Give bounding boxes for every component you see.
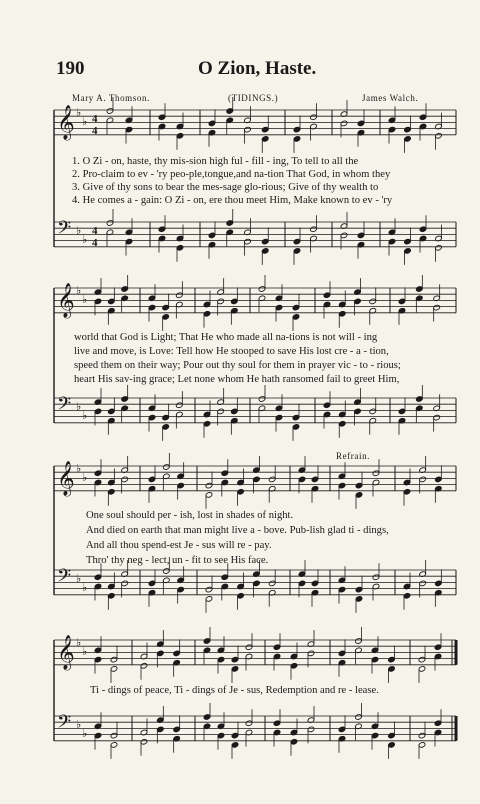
flat-icon: ♭ [76, 719, 82, 731]
flat-icon: ♭ [82, 234, 88, 246]
lyric-line: 3. Give of thy sons to bear the mes-sage glo-rious; Give of thy wealth to [72, 182, 379, 193]
lyric-line: And died on earth that man might live a - bove. Pub-lish glad ti - dings, [86, 525, 389, 536]
flat-icon: ♭ [76, 401, 82, 413]
flat-icon: ♭ [76, 463, 82, 475]
flat-icon: ♭ [82, 472, 88, 484]
flat-icon: ♭ [82, 646, 88, 658]
time-signature: 4 [92, 113, 98, 125]
treble-clef-icon: 𝄞 [57, 635, 75, 670]
flat-icon: ♭ [76, 637, 82, 649]
tune-name: (TIDINGS.) [228, 93, 279, 103]
lyric-line: 4. He comes a - gain: O Zi - on, ere thou meet Him, Make known to ev - 'ry [72, 195, 393, 206]
refrain-label: Refrain. [336, 451, 371, 461]
hymn-number: 190 [56, 58, 85, 79]
author-credit: Mary A. Thomson. [72, 93, 150, 103]
flat-icon: ♭ [82, 116, 88, 128]
lyric-line: 2. Pro-claim to ev - 'ry peo-ple,tongue,and na-tion That God, in whom they [72, 169, 391, 180]
lyric-line: live and move, is Love: Tell how He stooped to save His lost cre - a - tion, [74, 346, 389, 357]
time-signature: 4 [92, 237, 98, 249]
flat-icon: ♭ [76, 225, 82, 237]
flat-icon: ♭ [82, 582, 88, 594]
lyric-line: Thro' thy neg - lect, un - fit to see His face. [86, 555, 269, 566]
lyric-line: Ti - dings of peace, Ti - dings of Je - sus, Redemption and re - lease. [90, 685, 379, 696]
treble-clef-icon: 𝄞 [57, 283, 75, 318]
time-signature: 4 [92, 225, 98, 237]
treble-clef-icon: 𝄞 [57, 105, 75, 140]
flat-icon: ♭ [76, 107, 82, 119]
hymn-title: O Zion, Haste. [198, 58, 317, 79]
lyric-line: heart His sav-ing grace; Let none whom He hath ransomed fail to greet Him, [74, 374, 400, 385]
flat-icon: ♭ [82, 410, 88, 422]
time-signature: 4 [92, 125, 98, 137]
composer-credit: James Walch. [362, 93, 419, 103]
bass-clef-icon: 𝄢 [57, 218, 72, 243]
treble-clef-icon: 𝄞 [57, 461, 75, 496]
lyric-line: One soul should per - ish, lost in shades of night. [86, 510, 294, 521]
bass-clef-icon: 𝄢 [57, 394, 72, 419]
flat-icon: ♭ [82, 294, 88, 306]
flat-icon: ♭ [76, 573, 82, 585]
lyric-line: 1. O Zi - on, haste, thy mis-sion high ful - fill - ing, To tell to all the [72, 156, 359, 167]
lyric-line: speed them on their way; Pour out thy soul for them in prayer vic - to - rious; [74, 360, 401, 371]
bass-clef-icon: 𝄢 [57, 566, 72, 591]
bass-clef-icon: 𝄢 [57, 712, 72, 737]
flat-icon: ♭ [82, 728, 88, 740]
lyric-line: And all thou spend-est Je - sus will re - pay. [86, 540, 272, 551]
lyric-line: world that God is Light; That He who made all na-tions is not will - ing [74, 332, 378, 343]
flat-icon: ♭ [76, 285, 82, 297]
